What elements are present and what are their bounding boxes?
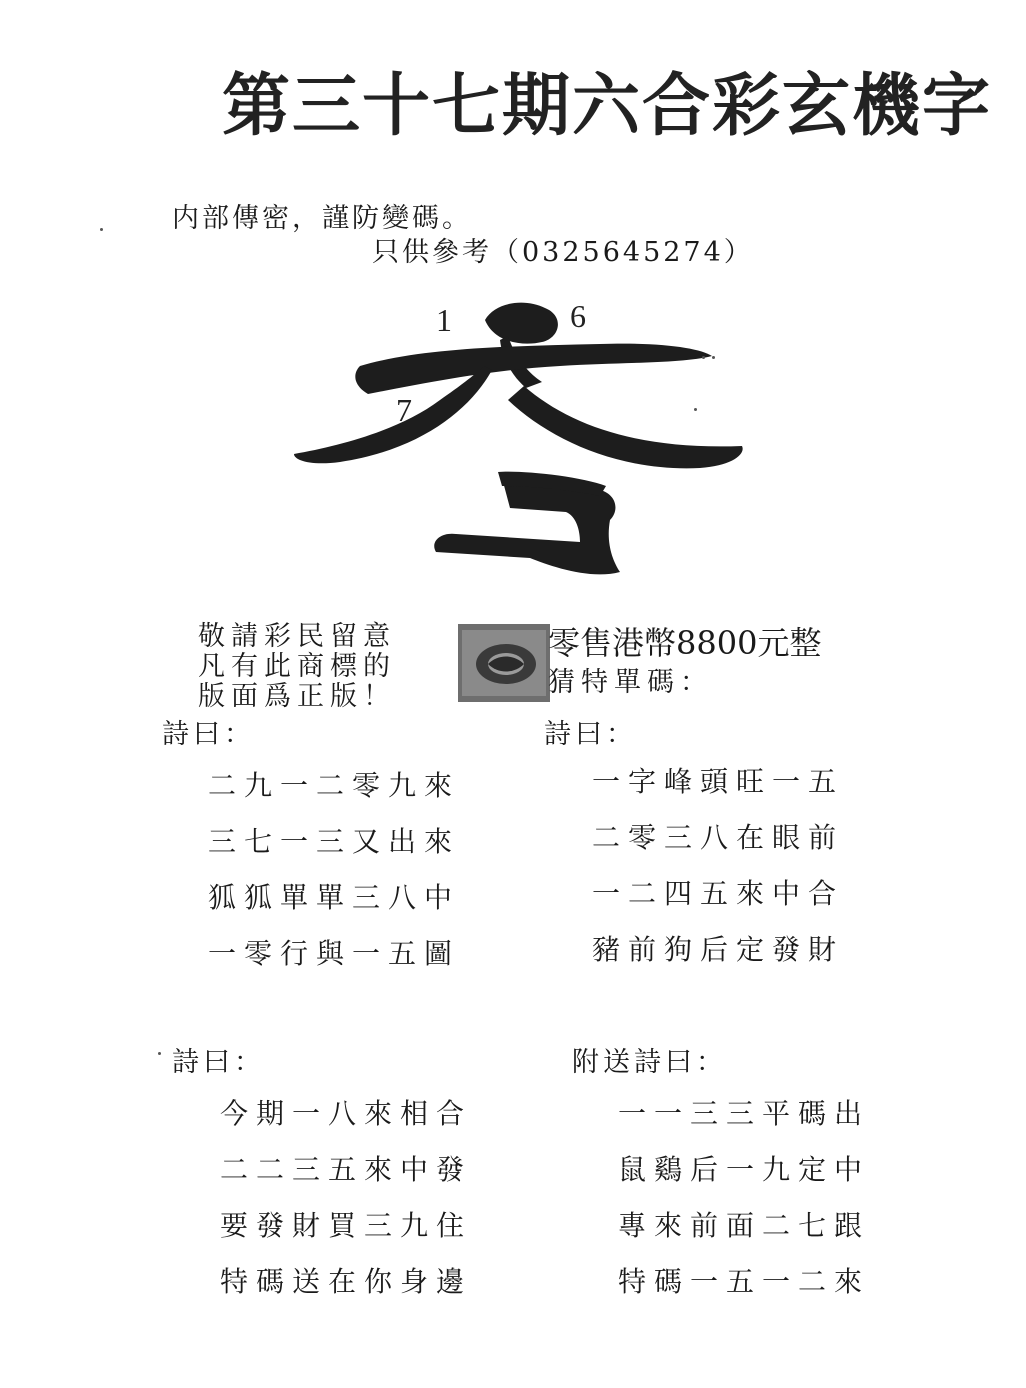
logo-number-1: 1 xyxy=(436,302,452,338)
speck xyxy=(702,356,705,359)
speck xyxy=(158,1052,161,1055)
notice-line-3: 版面爲正版！ xyxy=(198,681,396,712)
notice-line-2: 凡有此商標的 xyxy=(198,651,396,682)
poem-2-line: 豬前狗后定發財 xyxy=(592,933,845,966)
poem-3-line: 特碼送在你身邊 xyxy=(220,1265,473,1298)
poem-3-line: 二二三五來中發 xyxy=(220,1153,473,1186)
logo-number-6: 6 xyxy=(570,298,586,334)
mystery-character-graphic xyxy=(280,290,780,590)
speck xyxy=(100,228,103,231)
guess-label: 猜特單碼： xyxy=(548,667,713,698)
speck xyxy=(712,356,715,359)
poem-4-line: 特碼一五一二來 xyxy=(618,1265,871,1298)
poem-2-line: 一二四五來中合 xyxy=(592,877,845,910)
poem-4-line: 專來前面二七跟 xyxy=(618,1209,871,1242)
poem-4-line: 一一三三平碼出 xyxy=(618,1097,871,1130)
poem-4-line: 鼠鷄后一九定中 xyxy=(618,1153,871,1186)
poem-1-line: 一零行與一五圖 xyxy=(208,937,461,970)
page-title: 第三十七期六合彩玄機字 xyxy=(222,66,993,146)
poem-3-heading: 詩曰： xyxy=(172,1047,265,1078)
notice-line-1: 敬請彩民留意 xyxy=(198,621,396,652)
poem-1-line: 二九一二零九來 xyxy=(208,769,461,802)
poem-4-heading: 附送詩曰： xyxy=(572,1047,727,1078)
trademark-stamp-image xyxy=(458,624,550,702)
poem-2-line: 二零三八在眼前 xyxy=(592,821,845,854)
poem-3-line: 要發財買三九住 xyxy=(220,1209,473,1242)
speck xyxy=(694,408,697,411)
poem-2-line: 一字峰頭旺一五 xyxy=(592,765,845,798)
poem-2-heading: 詩曰： xyxy=(544,719,637,750)
intro-line-1: 内部傳密，謹防變碼。 xyxy=(172,203,472,234)
intro-line-2: 只供參考（0325645274） xyxy=(372,237,754,268)
notice-block xyxy=(198,622,396,712)
poem-1-heading: 詩曰： xyxy=(162,719,255,750)
poem-3-line: 今期一八來相合 xyxy=(220,1097,473,1130)
logo-number-7: 7 xyxy=(396,392,412,428)
price-label: 零售港幣8800元整 xyxy=(548,624,822,662)
poem-1-line: 狐狐單單三八中 xyxy=(208,881,461,914)
poem-1-line: 三七一三又出來 xyxy=(208,825,461,858)
